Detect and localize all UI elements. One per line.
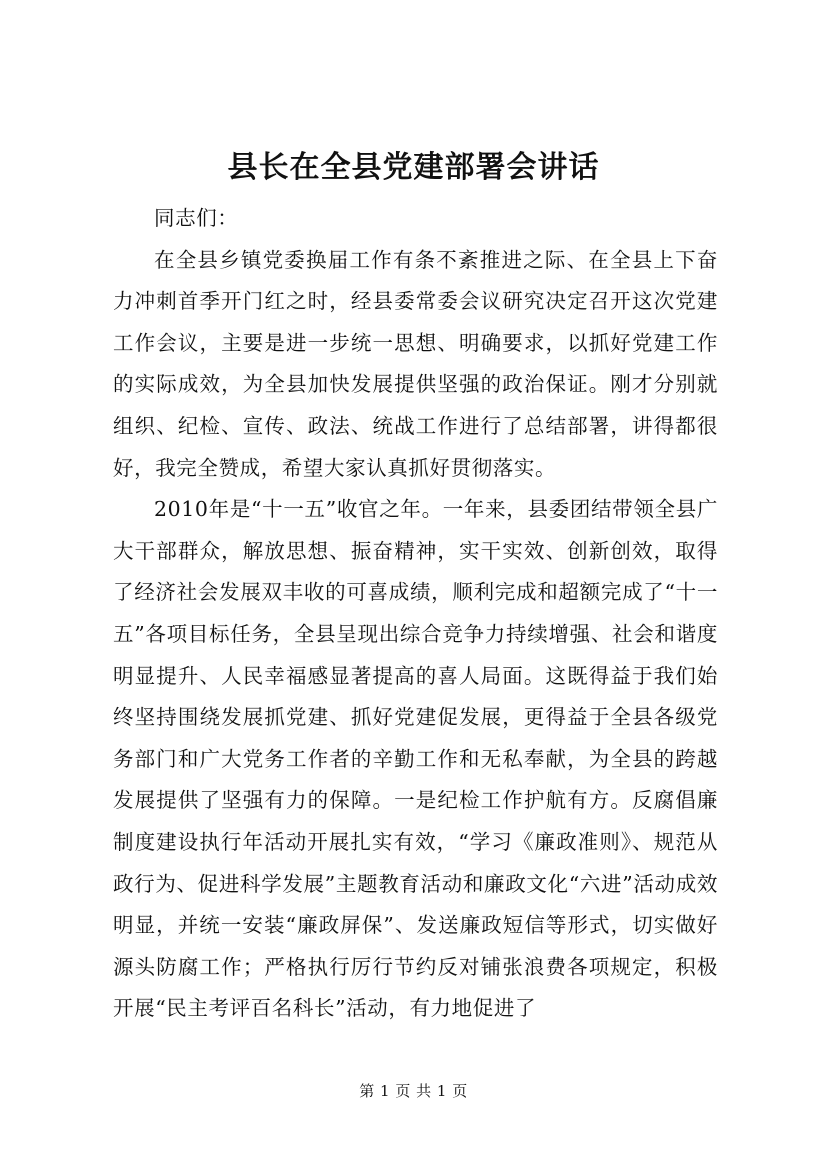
paragraph-2: 2010年是“十一五”收官之年。一年来，县委团结带领全县广大干部群众，解放思想、振奋精神，实干实效、创新创效，取得了经济社会发展双丰收的可喜成绩，顺利完成和超额完成了“十一五”各项目标任务，全县呈现出综合竞争力持续增强、社会和谐度明显提升、人民幸福感显著提高的喜人局面。这既得益于我们始终坚持围绕发展抓党建、抓好党建促发展，更得益于全县各级党务部门和广大党务工作者的辛勤工作和无私奉献，为全县的跨越发展提供了坚强有力的保障。一是纪检工作护航有方。反腐倡廉制度建设执行年活动开展扎实有效，“学习《廉政准则》、规范从政行为、促进科学发展”主题教育活动和廉政文化“六进”活动成效明显，并统一安装“廉政屏保”、发送廉政短信等形式，切实做好源头防腐工作；严格执行厉行节约反对铺张浪费各项规定，积极开展“民主考评百名科长”活动，有力地促进了 (113, 497, 718, 1021)
document-body (113, 198, 718, 1030)
salutation: 同志们： (154, 206, 239, 230)
page-footer: 第 1 页 共 1 页 (359, 1082, 468, 1100)
paragraph-1: 在全县乡镇党委换届工作有条不紊推进之际、在全县上下奋力冲刺首季开门红之时，经县委常委会议研究决定召开这次党建工作会议，主要是进一步统一思想、明确要求，以抓好党建工作的实际成效，为全县加快发展提供坚强的政治保证。刚才分别就组织、纪检、宣传、政法、统战工作进行了总结部署，讲得都很好，我完全赞成，希望大家认真抓好贯彻落实。 (113, 247, 718, 480)
document-title: 县长在全县党建部署会讲话 (227, 150, 600, 185)
